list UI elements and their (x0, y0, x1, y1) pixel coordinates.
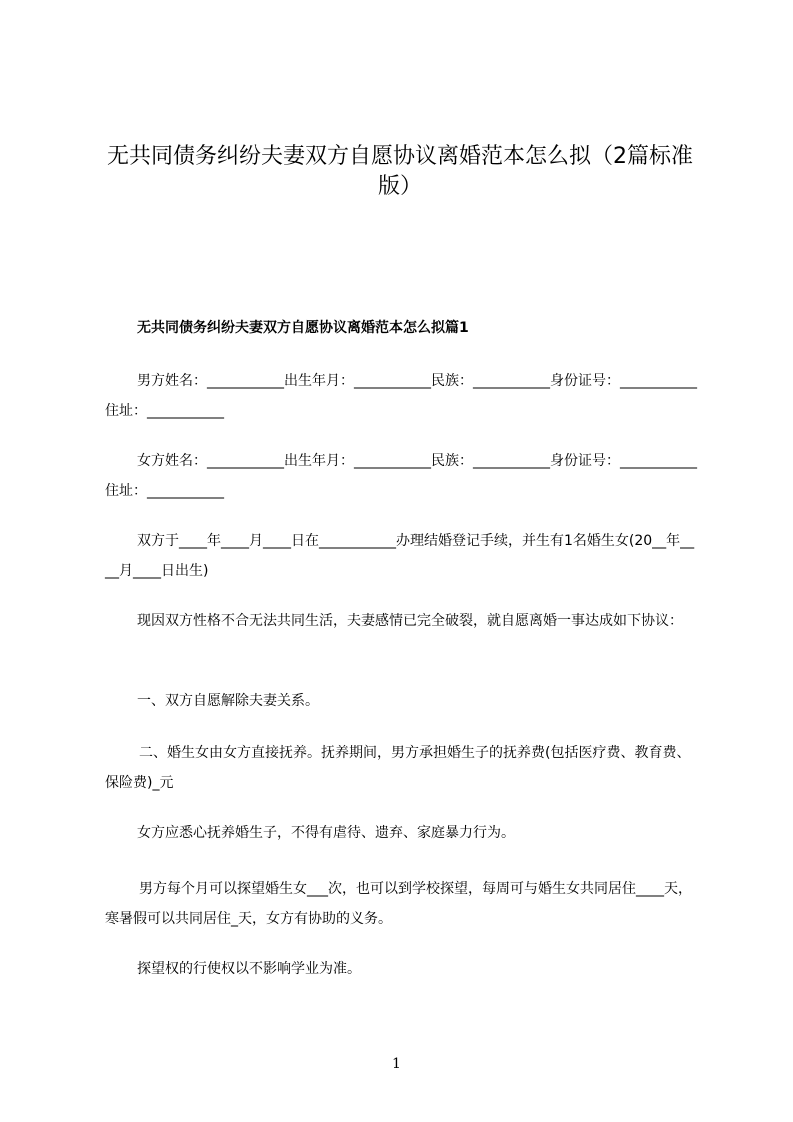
document-title: 无共同债务纠纷夫妻双方自愿协议离婚范本怎么拟（2篇标准版） (107, 144, 693, 199)
visitation-paragraph: 男方每个月可以探望婚生女___次，也可以到学校探望，每周可与婚生女共同居住____天，寒暑假可以共同居住_天，女方有协助的义务。 (105, 881, 692, 927)
section-heading: 无共同债务纠纷夫妻双方自愿协议离婚范本怎么拟篇1 (137, 320, 469, 336)
visitation-limit-paragraph: 探望权的行使权以不影响学业为准。 (137, 961, 361, 977)
marriage-registration-paragraph: 双方于____年____月____日在___________办理结婚登记手续，并生有1名婚生女(20__年____月____日出生) (105, 533, 695, 579)
male-info-paragraph: 男方姓名：___________出生年月：___________民族：___________身份证号：___________住址：___________ (105, 373, 697, 419)
clause-two-paragraph: 二、婚生女由女方直接抚养。抚养期间，男方承担婚生子的抚养费(包括医疗费、教育费、保险费)_元 (105, 745, 691, 791)
reason-paragraph: 现因双方性格不合无法共同生活，夫妻感情已完全破裂，就自愿离婚一事达成如下协议： (137, 613, 683, 629)
page-number: 1 (392, 1056, 401, 1072)
clause-one-paragraph: 一、双方自愿解除夫妻关系。 (137, 693, 319, 709)
female-info-paragraph: 女方姓名：___________出生年月：___________民族：___________身份证号：___________住址：___________ (105, 453, 697, 499)
custody-duty-paragraph: 女方应悉心抚养婚生子，不得有虐待、遗弃、家庭暴力行为。 (137, 825, 515, 841)
